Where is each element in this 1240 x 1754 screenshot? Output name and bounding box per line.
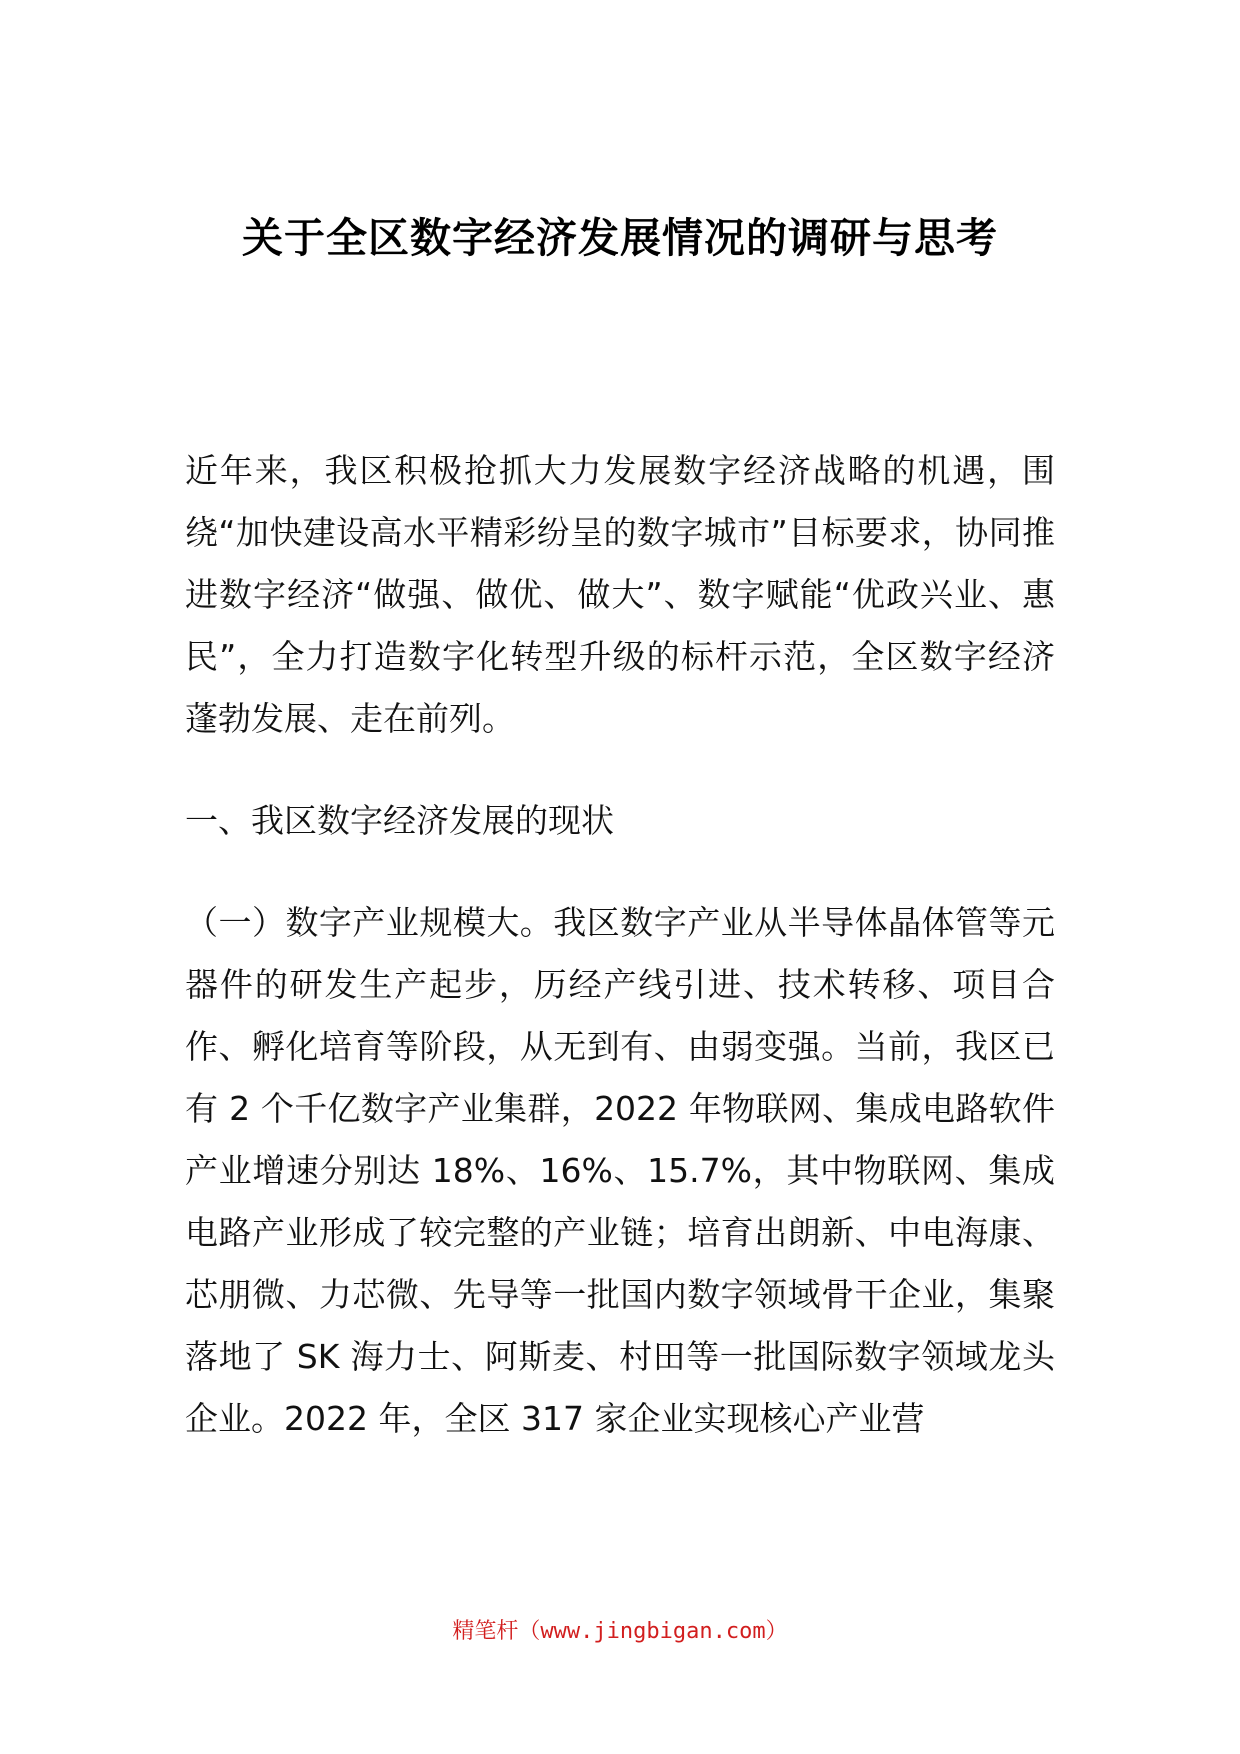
document-body	[185, 440, 1055, 1450]
intro-paragraph: 近年来，我区积极抢抓大力发展数字经济战略的机遇，围绕“加快建设高水平精彩纷呈的数字城市”目标要求，协同推进数字经济“做强、做优、做大”、数字赋能“优政兴业、惠民”，全力打造数字化转型升级的标杆示范，全区数字经济蓬勃发展、走在前列。	[185, 451, 1055, 738]
section-paragraph: （一）数字产业规模大。我区数字产业从半导体晶体管等元器件的研发生产起步，历经产线引进、技术转移、项目合作、孵化培育等阶段，从无到有、由弱变强。当前，我区已有 2 个千亿数字产业集群，2022 年物联网、集成电路软件产业增速分别达 18%、16%、15.7%，其中物联网、集成电路产业形成了较完整的产业链；培育出朗新、中电海康、芯朋微、力芯微、先导等一批国内数字领域骨干企业，集聚落地了 SK 海力士、阿斯麦、村田等一批国际数字领域龙头企业。2022 年，全区 317 家企业实现核心产业营	[185, 903, 1055, 1438]
section-heading: 一、我区数字经济发展的现状	[185, 801, 614, 840]
footer-watermark: 精笔杆（www.jingbigan.com）	[452, 1619, 788, 1644]
document-title: 关于全区数字经济发展情况的调研与思考	[242, 214, 998, 262]
